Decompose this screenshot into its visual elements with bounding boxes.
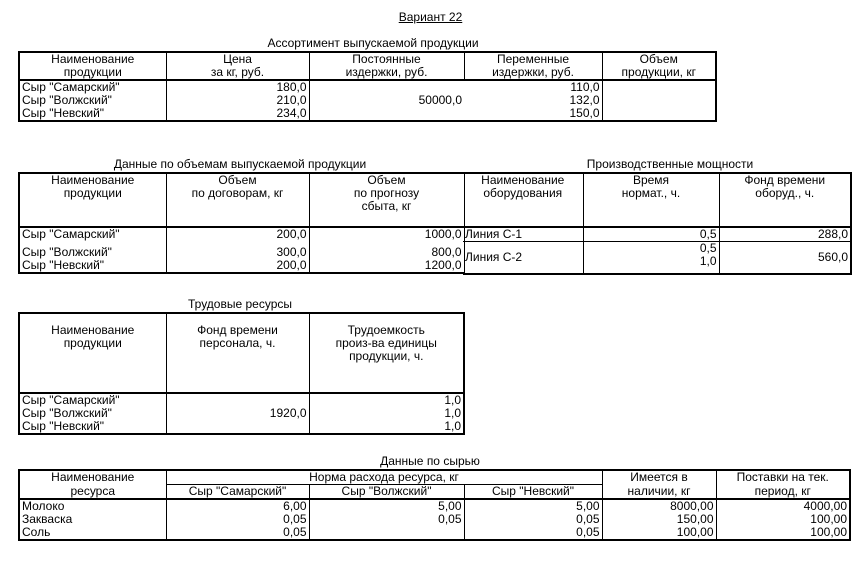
table-row bbox=[19, 420, 464, 434]
header-cell: Наименование оборудования bbox=[463, 173, 583, 227]
table-row bbox=[19, 80, 716, 94]
header-cell: наличии, кг bbox=[602, 485, 716, 500]
capacity-header-row bbox=[463, 173, 851, 227]
equipment-name: Линия С-2 bbox=[463, 242, 583, 275]
equipment-name: Линия С-1 bbox=[463, 227, 583, 242]
supply-cell: 100,00 bbox=[716, 513, 850, 526]
table-row bbox=[19, 107, 716, 121]
norm-cell: 0,05 bbox=[166, 513, 309, 526]
product-name: Сыр "Невский" bbox=[19, 420, 166, 434]
variable-cost-cell: 150,0 bbox=[464, 107, 602, 121]
table-row bbox=[19, 513, 850, 526]
header-cell: Сыр "Самарский" bbox=[166, 485, 309, 500]
volume-cell bbox=[602, 80, 716, 94]
variant-title: Вариант 22 bbox=[398, 10, 463, 24]
norm-cell: 0,05 bbox=[309, 513, 464, 526]
norm-time-cell: 0,5 1,0 bbox=[583, 242, 719, 275]
forecast-volume-cell: 1200,0 bbox=[309, 259, 464, 273]
product-name: Сыр "Волжский" bbox=[19, 407, 166, 420]
staff-fund-cell bbox=[166, 420, 309, 434]
supply-cell: 4000,00 bbox=[716, 499, 850, 513]
contract-volume-cell: 200,0 bbox=[166, 259, 309, 273]
raw-caption: Данные по сырью bbox=[380, 454, 480, 468]
header-cell: Фонд времени персонала, ч. bbox=[166, 313, 309, 393]
norm-time-cell: 0,5 bbox=[583, 227, 719, 242]
norm-cell: 0,05 bbox=[464, 513, 602, 526]
staff-fund-cell bbox=[166, 393, 309, 407]
header-cell: Сыр "Волжский" bbox=[309, 485, 464, 500]
header-cell: Наименование продукции bbox=[19, 173, 166, 227]
header-cell: Переменные издержки, руб. bbox=[464, 52, 602, 80]
labor-intensity-cell: 1,0 bbox=[309, 420, 464, 434]
available-cell: 150,00 bbox=[602, 513, 716, 526]
table-row bbox=[19, 407, 464, 420]
staff-fund-cell: 1920,0 bbox=[166, 407, 309, 420]
price-cell: 234,0 bbox=[166, 107, 309, 121]
assortment-header-row bbox=[19, 52, 716, 80]
capacity-table bbox=[463, 172, 852, 275]
header-cell: Объем по прогнозу сбыта, кг bbox=[309, 173, 464, 227]
table-row bbox=[463, 227, 851, 242]
volume-cell bbox=[602, 107, 716, 121]
header-cell: Сыр "Невский" bbox=[464, 485, 602, 500]
header-cell: Объем по договорам, кг bbox=[166, 173, 309, 227]
header-cell: Трудоемкость произ-ва единицы продукции, ч. bbox=[309, 313, 464, 393]
contract-volume-cell: 200,0 bbox=[166, 227, 309, 241]
table-row bbox=[19, 259, 464, 273]
norm-cell bbox=[309, 526, 464, 540]
table-row bbox=[19, 94, 716, 107]
norm-cell: 0,05 bbox=[166, 526, 309, 540]
product-name: Сыр "Самарский" bbox=[19, 227, 166, 241]
norm-cell: 5,00 bbox=[464, 499, 602, 513]
resource-name: Молоко bbox=[19, 499, 166, 513]
raw-header-row-2 bbox=[19, 485, 850, 500]
raw-table bbox=[18, 469, 851, 541]
labor-intensity-cell: 1,0 bbox=[309, 407, 464, 420]
fixed-cost-cell bbox=[309, 107, 464, 121]
product-name: Сыр "Самарский" bbox=[19, 80, 166, 94]
header-cell: период, кг bbox=[716, 485, 850, 500]
product-name: Сыр "Невский" bbox=[19, 259, 166, 273]
price-cell: 180,0 bbox=[166, 80, 309, 94]
forecast-volume-cell: 1000,0 bbox=[309, 227, 464, 241]
resource-name: Закваска bbox=[19, 513, 166, 526]
table-row bbox=[463, 242, 851, 275]
header-cell: Имеется в bbox=[602, 470, 716, 485]
assortment-caption: Ассортимент выпускаемой продукции bbox=[267, 36, 479, 50]
header-cell: Наименование продукции bbox=[19, 52, 166, 80]
volumes-table bbox=[18, 172, 465, 274]
product-name: Сыр "Самарский" bbox=[19, 393, 166, 407]
forecast-volume-cell: 800,0 bbox=[309, 241, 464, 259]
available-cell: 8000,00 bbox=[602, 499, 716, 513]
volume-cell bbox=[602, 94, 716, 107]
product-name: Сыр "Волжский" bbox=[19, 241, 166, 259]
assortment-table bbox=[18, 51, 717, 122]
volumes-caption: Данные по объемам выпускаемой продукции bbox=[113, 157, 367, 171]
supply-cell: 100,00 bbox=[716, 526, 850, 540]
table-row bbox=[19, 227, 464, 241]
header-cell: Объем продукции, кг bbox=[602, 52, 716, 80]
product-name: Сыр "Волжский" bbox=[19, 94, 166, 107]
labor-intensity-cell: 1,0 bbox=[309, 393, 464, 407]
equipment-fund-cell: 560,0 bbox=[719, 242, 851, 275]
volumes-header-row bbox=[19, 173, 464, 227]
norm-cell: 0,05 bbox=[464, 526, 602, 540]
header-cell: Поставки на тек. bbox=[716, 470, 850, 485]
table-row bbox=[19, 241, 464, 259]
table-row bbox=[19, 499, 850, 513]
price-cell: 210,0 bbox=[166, 94, 309, 107]
product-name: Сыр "Невский" bbox=[19, 107, 166, 121]
equipment-fund-cell: 288,0 bbox=[719, 227, 851, 242]
header-cell: Постоянные издержки, руб. bbox=[309, 52, 464, 80]
header-cell: Наименование продукции bbox=[19, 313, 166, 393]
labor-table bbox=[18, 312, 465, 435]
capacity-caption: Производственные мощности bbox=[586, 157, 754, 171]
fixed-cost-cell: 50000,0 bbox=[418, 94, 462, 107]
available-cell: 100,00 bbox=[602, 526, 716, 540]
norm-cell: 6,00 bbox=[166, 499, 309, 513]
header-cell: Наименование bbox=[19, 470, 166, 485]
header-cell: Фонд времени оборуд., ч. bbox=[719, 173, 851, 227]
variable-cost-cell: 110,0 bbox=[464, 80, 602, 94]
header-cell: Цена за кг, руб. bbox=[166, 52, 309, 80]
contract-volume-cell: 300,0 bbox=[166, 241, 309, 259]
labor-caption: Трудовые ресурсы bbox=[188, 297, 292, 311]
variable-cost-cell: 132,0 bbox=[464, 94, 602, 107]
labor-header-row bbox=[19, 313, 464, 393]
norm-header-cell: Норма расхода ресурса, кг bbox=[166, 470, 602, 485]
table-row bbox=[19, 393, 464, 407]
table-row bbox=[19, 526, 850, 540]
norm-cell: 5,00 bbox=[309, 499, 464, 513]
header-cell: Время нормат., ч. bbox=[583, 173, 719, 227]
raw-header-row-1 bbox=[19, 470, 850, 485]
header-cell: ресурса bbox=[19, 485, 166, 500]
resource-name: Соль bbox=[19, 526, 166, 540]
fixed-cost-cell bbox=[309, 80, 464, 94]
